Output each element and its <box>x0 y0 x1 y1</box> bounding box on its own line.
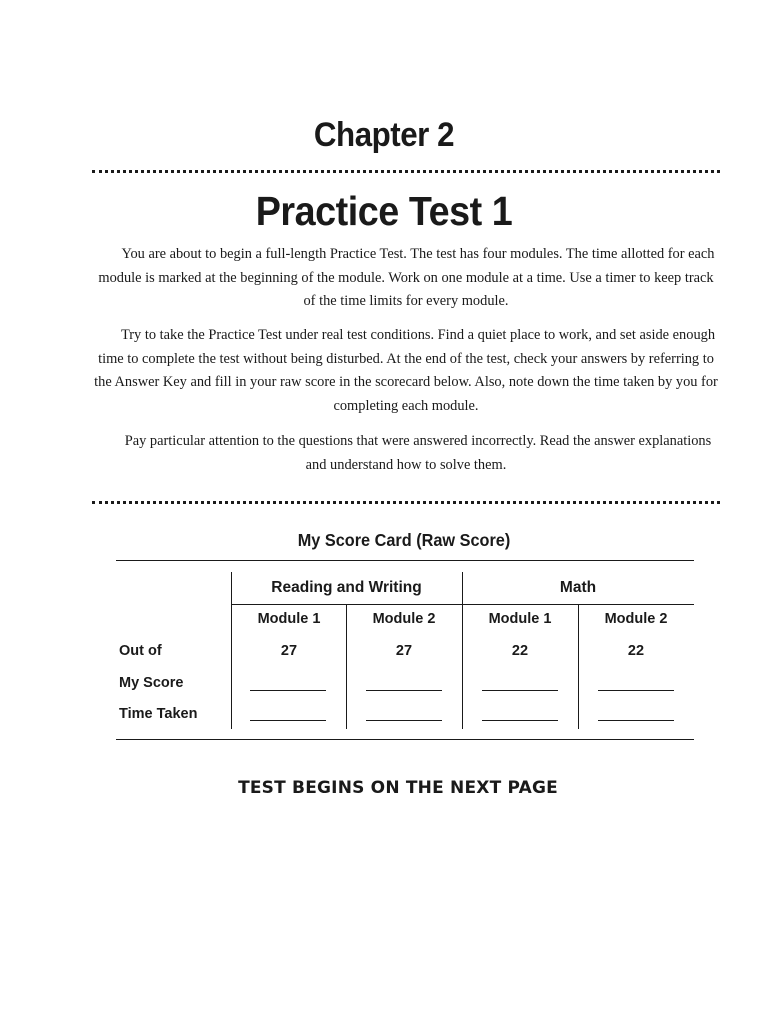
module-header: Module 1 <box>488 611 552 627</box>
dotted-divider-bottom <box>92 501 720 504</box>
row-label-my-score: My Score <box>119 675 184 691</box>
row-label-out-of: Out of <box>119 643 162 659</box>
dotted-divider-top <box>92 170 720 173</box>
chapter-heading: Chapter 2 <box>313 116 455 154</box>
score-card-bottom-rule <box>116 739 694 740</box>
page-title: Practice Test 1 <box>255 188 513 234</box>
score-card-title: My Score Card (Raw Score) <box>297 530 511 550</box>
my-score-blank <box>250 690 326 691</box>
my-score-blank <box>598 690 674 691</box>
intro-paragraph-2: Try to take the Practice Test under real test conditions. Find a quiet place to work, and set aside enough time to complete the test without being disturbed. At the end of the test, check your answers by referring to the Answer Key and fill in your raw score in the scorecard below. Also, note down the time taken by you for completing each module. <box>94 327 718 414</box>
max-score-cell: 22 <box>511 643 529 659</box>
intro-paragraph-1: You are about to begin a full-length Practice Test. The test has four modules. The time allotted for each module is marked at the beginning of the module. Work on one module at a time. Use a timer to keep track of the time limits for every module. <box>98 246 715 309</box>
next-page-notice: TEST BEGINS ON THE NEXT PAGE <box>238 778 558 798</box>
section-header-math: Math <box>559 579 597 596</box>
time-taken-blank <box>250 720 326 721</box>
row-label-time-taken: Time Taken <box>119 706 198 722</box>
max-score-cell: 27 <box>280 643 298 659</box>
my-score-blank <box>482 690 558 691</box>
module-header: Module 1 <box>257 611 321 627</box>
time-taken-blank <box>482 720 558 721</box>
section-header-reading-writing: Reading and Writing <box>271 579 422 596</box>
module-header: Module 2 <box>372 611 436 627</box>
max-score-cell: 22 <box>627 643 645 659</box>
intro-paragraph-3: Pay particular attention to the questions that were answered incorrectly. Read the answer explanations and understand how to solve them. <box>124 433 712 473</box>
module-header: Module 2 <box>604 611 668 627</box>
time-taken-blank <box>598 720 674 721</box>
time-taken-blank <box>366 720 442 721</box>
my-score-blank <box>366 690 442 691</box>
score-card-top-rule <box>116 560 694 561</box>
max-score-cell: 27 <box>395 643 413 659</box>
